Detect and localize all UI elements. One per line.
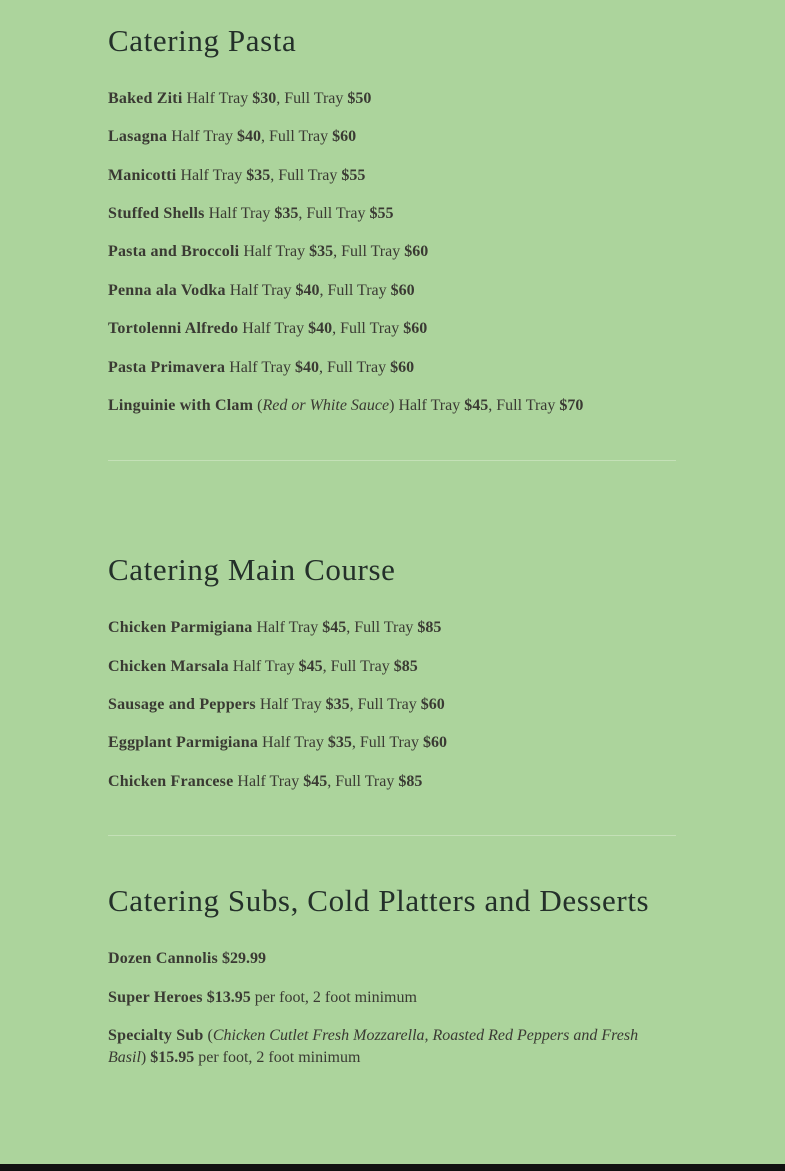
half-tray-price: $40 bbox=[236, 128, 261, 145]
full-tray-price: $50 bbox=[347, 90, 372, 107]
menu-item-dozen-cannolis bbox=[108, 948, 266, 970]
full-tray-price: $85 bbox=[393, 658, 418, 675]
item-price: $13.95 bbox=[206, 989, 251, 1006]
full-tray-price: $70 bbox=[559, 397, 584, 414]
item-name: Tortolenni Alfredo bbox=[108, 320, 239, 337]
section-divider bbox=[108, 835, 676, 836]
half-tray-price: $35 bbox=[327, 734, 352, 751]
menu-item-tortolenni-alfredo: Tortolenni Alfredo Half Tray $40, Full Tray $60 bbox=[108, 320, 428, 337]
item-name: Linguinie with Clam bbox=[108, 397, 254, 414]
item-name: Chicken Francese bbox=[108, 773, 234, 790]
half-tray-price: $40 bbox=[308, 320, 333, 337]
menu-item-eggplant-parmigiana: Eggplant Parmigiana Half Tray $35, Full Tray $60 bbox=[108, 734, 447, 751]
full-tray-price: $85 bbox=[417, 619, 442, 636]
item-name: Sausage and Peppers bbox=[108, 696, 256, 713]
item-name: Stuffed Shells bbox=[108, 205, 205, 222]
section-divider bbox=[108, 460, 676, 461]
item-name: Baked Ziti bbox=[108, 90, 183, 107]
half-tray-price: $35 bbox=[309, 243, 334, 260]
item-note: Chicken Cutlet Fresh Mozzarella, Roasted Red Peppers and Fresh Basil bbox=[108, 1027, 639, 1066]
item-name: Lasagna bbox=[108, 128, 168, 145]
item-name: Penna ala Vodka bbox=[108, 282, 226, 299]
menu-item-baked-ziti: Baked Ziti Half Tray $30, Full Tray $50 bbox=[108, 90, 372, 107]
item-note: Red or White Sauce bbox=[262, 397, 390, 414]
item-price: $15.95 bbox=[150, 1049, 195, 1066]
full-tray-price: $55 bbox=[341, 167, 366, 184]
menu-item-chicken-marsala: Chicken Marsala Half Tray $45, Full Tray $85 bbox=[108, 658, 418, 675]
full-tray-price: $60 bbox=[403, 320, 428, 337]
item-name: Pasta and Broccoli bbox=[108, 243, 240, 260]
full-tray-price: $60 bbox=[390, 359, 415, 376]
full-tray-price: $60 bbox=[422, 734, 447, 751]
menu-item-pasta-and-broccoli: Pasta and Broccoli Half Tray $35, Full Tray $60 bbox=[108, 243, 429, 260]
half-tray-price: $45 bbox=[303, 773, 328, 790]
menu-item-chicken-francese: Chicken Francese Half Tray $45, Full Tray $85 bbox=[108, 773, 423, 790]
item-name: Specialty Sub bbox=[108, 1027, 204, 1044]
menu-item-linguinie-with-clam: Linguinie with Clam (Red or White Sauce) Half Tray $45, Full Tray $70 bbox=[108, 397, 584, 414]
menu-item-super-heroes bbox=[108, 987, 417, 1009]
half-tray-price: $45 bbox=[464, 397, 489, 414]
main-course-section-title: Catering Main Course bbox=[108, 552, 396, 587]
pasta-section-title: Catering Pasta bbox=[108, 23, 297, 58]
item-name: Dozen Cannolis bbox=[108, 950, 218, 967]
menu-item-stuffed-shells: Stuffed Shells Half Tray $35, Full Tray $55 bbox=[108, 205, 394, 222]
item-name: Pasta Primavera bbox=[108, 359, 226, 376]
half-tray-price: $35 bbox=[325, 696, 350, 713]
half-tray-price: $40 bbox=[294, 359, 319, 376]
half-tray-price: $35 bbox=[274, 205, 299, 222]
item-name: Eggplant Parmigiana bbox=[108, 734, 259, 751]
item-name: Chicken Parmigiana bbox=[108, 619, 253, 636]
item-unit: per foot, 2 foot minimum bbox=[198, 1049, 361, 1066]
footer-bar bbox=[0, 1164, 785, 1171]
full-tray-price: $60 bbox=[332, 128, 357, 145]
menu-item-manicotti: Manicotti Half Tray $35, Full Tray $55 bbox=[108, 167, 366, 184]
menu-item-penna-ala-vodka: Penna ala Vodka Half Tray $40, Full Tray $60 bbox=[108, 282, 415, 299]
menu-item-chicken-parmigiana: Chicken Parmigiana Half Tray $45, Full Tray $85 bbox=[108, 619, 442, 636]
full-tray-price: $60 bbox=[390, 282, 415, 299]
half-tray-price: $40 bbox=[295, 282, 320, 299]
subs-section-title: Catering Subs, Cold Platters and Desserts bbox=[108, 883, 650, 918]
full-tray-price: $55 bbox=[369, 205, 394, 222]
half-tray-price: $35 bbox=[246, 167, 271, 184]
item-unit: per foot, 2 foot minimum bbox=[254, 989, 417, 1006]
menu-item-lasagna: Lasagna Half Tray $40, Full Tray $60 bbox=[108, 128, 357, 145]
item-name: Super Heroes bbox=[108, 989, 203, 1006]
full-tray-price: $60 bbox=[404, 243, 429, 260]
half-tray-price: $45 bbox=[322, 619, 347, 636]
item-price: $29.99 bbox=[221, 950, 266, 967]
menu-item-specialty-sub: Specialty Sub (Chicken Cutlet Fresh Mozzarella, Roasted Red Peppers and Fresh Basil) $15.95 per foot, 2 foot minimum bbox=[108, 1027, 639, 1066]
full-tray-price: $60 bbox=[420, 696, 445, 713]
item-name: Chicken Marsala bbox=[108, 658, 229, 675]
item-name: Manicotti bbox=[108, 167, 177, 184]
half-tray-price: $45 bbox=[298, 658, 323, 675]
menu-item-pasta-primavera: Pasta Primavera Half Tray $40, Full Tray $60 bbox=[108, 359, 415, 376]
half-tray-price: $30 bbox=[252, 90, 277, 107]
full-tray-price: $85 bbox=[398, 773, 423, 790]
menu-item-sausage-and-peppers: Sausage and Peppers Half Tray $35, Full Tray $60 bbox=[108, 696, 445, 713]
